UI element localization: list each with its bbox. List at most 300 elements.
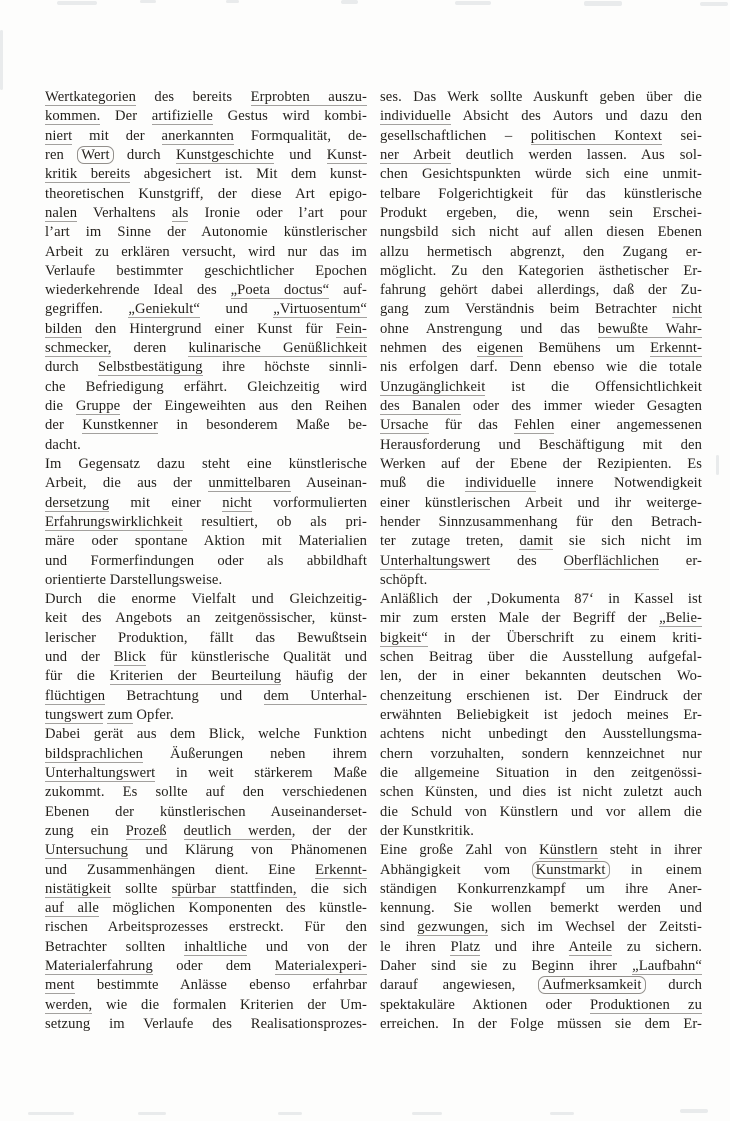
text-segment: und Klärung von Phänomenen (128, 842, 367, 859)
text-segment: durch (643, 977, 703, 994)
text-segment: bestimmte Anlässe ebenso erfahrbar (74, 977, 367, 994)
text-line (380, 803, 702, 822)
text-line (45, 609, 367, 628)
text-line (45, 300, 367, 319)
text-segment: l’art im Sinne der Autonomie künstlerischer (45, 224, 367, 241)
text-line (380, 204, 702, 223)
text-segment: erwähnten Beliebigkeit ist jedoch meines Er- (380, 707, 702, 723)
pencil-underlined-word: bilden (45, 320, 83, 337)
scan-edge-smudge (0, 30, 3, 90)
text-segment: vorformulierten (251, 494, 367, 511)
text-line (380, 339, 702, 358)
pencil-underlined-word: Unterhaltungswert (380, 552, 491, 569)
text-segment: darauf angewiesen, (380, 977, 541, 994)
text-segment: Der (100, 108, 152, 125)
scan-edge-smudge (716, 455, 719, 475)
text-segment: kennung. Sie wollen bemerkt werden und (380, 900, 702, 917)
text-line (45, 803, 367, 822)
text-segment: nis erfolgen darf. Denn ebenso wie die totale (380, 359, 702, 376)
pencil-boxed-word: Aufmerksamkeit (538, 976, 645, 994)
text-segment: theoretischen Kunstgriff, der diese Art epigo- (45, 185, 367, 202)
text-line (45, 185, 367, 204)
pencil-underlined-word: „Poeta doctus“ (230, 282, 330, 299)
text-line (45, 552, 367, 571)
text-segment: möglicht. Zu den Kategorien ästhetischer Er- (380, 262, 702, 279)
text-segment: Abhängigkeit vom (380, 861, 534, 878)
text-segment: der (45, 417, 83, 434)
text-line (380, 706, 702, 725)
pencil-underlined-word: Produktionen zu (590, 996, 702, 1013)
text-segment: oder des immer wieder Gesagten (460, 398, 702, 414)
text-segment: dacht. (45, 436, 81, 453)
pencil-underlined-word: kritik bereits (45, 166, 131, 183)
text-line (45, 648, 367, 667)
pencil-underlined-word: individuelle (380, 108, 451, 125)
text-line (45, 725, 367, 744)
text-line (45, 918, 367, 937)
text-segment: ständigen Konkurrenzkampf um ihre Aner- (380, 880, 702, 897)
text-segment: Produkt ergeben, die, wenn sein Erschei- (380, 204, 702, 221)
text-column-right (380, 88, 702, 1034)
text-line (45, 745, 367, 764)
pencil-underlined-word: Fein- (335, 320, 367, 337)
pencil-underlined-word: Blick (113, 649, 146, 666)
text-segment: telbare Folgerichtigkeit für das künstlerische (380, 185, 702, 202)
text-segment: , der der (291, 822, 367, 839)
pencil-underlined-word: Unzugänglichkeit (380, 378, 486, 395)
pencil-underlined-word: Unterhaltungswert (45, 764, 156, 781)
text-segment: zukommt. Es sollte auf den verschiedenen (45, 784, 367, 801)
scan-edge-smudge (140, 0, 156, 3)
text-segment: orientierte Darstellungsweise. (45, 571, 223, 588)
pencil-underlined-word: Prozeß (125, 822, 167, 839)
pencil-underlined-word: kommen. (45, 108, 101, 125)
text-segment: Durch die enorme Vielfalt und Gleichzeitig- (45, 591, 367, 608)
text-segment: Opfer. (132, 707, 174, 723)
text-segment: Gestus wird kombi- (212, 108, 367, 125)
text-segment: die allgemeine Situation in den zeitgenössi- (380, 764, 702, 781)
pencil-underlined-word: kulinarische Genüßlichkeit (188, 340, 368, 357)
text-segment: märe oder spontane Aktion mit Materialien (45, 533, 367, 550)
pencil-underlined-word: Untersuchung (45, 842, 129, 859)
text-line (45, 938, 367, 957)
text-segment: abgesichert ist. Mit dem kunst- (130, 166, 367, 183)
text-segment: er- (659, 552, 702, 569)
pencil-underlined-word: werden, (45, 996, 93, 1013)
text-segment: rischen Arbeitsprozesses erstreckt. Für den (45, 919, 367, 936)
text-line (380, 552, 702, 571)
text-line (380, 146, 702, 165)
text-line (380, 899, 702, 918)
text-line (45, 706, 367, 725)
text-segment: Verhaltens (77, 204, 172, 221)
text-line (380, 378, 702, 397)
text-line (380, 223, 702, 242)
pencil-underlined-word: individuelle (465, 475, 537, 492)
text-segment: allzu hermetisch abgrenzt, den Zugang er- (380, 243, 702, 260)
pencil-underlined-word: anerkannten (161, 127, 234, 144)
text-segment: und (200, 301, 274, 318)
text-line (45, 416, 367, 435)
text-segment: ter zutage treten, (380, 533, 520, 550)
scan-edge-smudge (28, 1112, 74, 1115)
text-segment: gang zum Verständnis beim Betrachter (380, 301, 673, 318)
text-segment: die sich (296, 880, 367, 897)
text-segment: chenzeitung erschienen ist. Der Eindruck der (380, 687, 702, 704)
text-segment: für die (45, 668, 110, 685)
text-segment: ihre höchste sinnli- (202, 359, 367, 376)
text-segment: nungsbild sich nicht auf allen diesen Ebenen (380, 224, 702, 241)
text-segment: achtens nicht unbedingt den Ausstellungsma- (380, 726, 702, 743)
text-segment: zu sichern. (612, 938, 703, 955)
text-line (45, 996, 367, 1015)
text-line (45, 436, 367, 455)
pencil-underlined-word: flüchtigen (45, 687, 106, 704)
text-segment: hender Sinnzusammenhang für den Betrach- (380, 513, 702, 530)
text-segment: fahrung gehört dabei allerdings, daß der Zu- (380, 282, 702, 299)
pencil-underlined-word: damit (519, 533, 554, 550)
text-line (380, 841, 702, 860)
text-line (45, 976, 367, 995)
pencil-underlined-word: Kriterien der Beurteilung (109, 668, 282, 685)
pencil-underlined-word: nalen (45, 204, 78, 221)
text-segment: Absicht des Autors und dazu den (450, 108, 702, 125)
pencil-underlined-word: bewußte Wahr- (597, 320, 702, 337)
scan-edge-smudge (700, 2, 728, 6)
text-segment: Ironie oder l’art pour (188, 204, 367, 221)
text-segment: durch (111, 146, 176, 163)
text-segment: Werken auf der Ebene der Rezipienten. Es (380, 455, 702, 472)
pencil-underlined-word: zum (107, 707, 133, 723)
pencil-underlined-word: Fehlen (514, 417, 555, 434)
text-line (45, 88, 367, 107)
text-line (45, 494, 367, 513)
text-segment: steht in ihrer (597, 842, 702, 859)
text-segment: sollte (111, 880, 172, 897)
text-segment: erreichen. In der Folge müssen sie dem Er- (380, 1016, 702, 1032)
text-segment: wiederkehrende Ideal des (45, 282, 231, 299)
text-line (380, 185, 702, 204)
text-segment: Äußerungen neben ihrem (143, 745, 367, 762)
text-segment: ren (45, 146, 80, 163)
scan-edge-smudge (57, 1, 97, 5)
text-line (380, 513, 702, 532)
text-segment: Dabei gerät aus dem Blick, welche Funktion (45, 726, 367, 743)
text-segment: des bereits (136, 89, 251, 105)
text-line (45, 667, 367, 686)
pencil-underlined-word: nicht (222, 494, 252, 511)
pencil-underlined-word: Materialerfahrung (45, 958, 153, 975)
pencil-underlined-word: inhaltliche (184, 938, 247, 955)
text-segment: chern vorzuhalten, sondern kennzeichnet nur (380, 745, 702, 762)
text-segment: häufig der (281, 668, 367, 685)
text-line (380, 281, 702, 300)
text-line (45, 243, 367, 262)
text-segment: Bemühens um (523, 340, 651, 357)
pencil-underlined-word: Ursache (380, 417, 429, 434)
text-segment: Herausforderung und Beschäftigung mit den (380, 436, 702, 453)
text-segment: Ebenen der künstlerischen Auseinanderset- (45, 803, 367, 820)
text-segment: Anläßlich der ‚Dokumenta 87‘ in Kassel ist (380, 591, 702, 608)
text-segment: chen Gesichtspunkten würde sich eine unmit- (380, 166, 702, 183)
text-segment: mit einer (109, 494, 223, 511)
pencil-underlined-word: Materialexperi- (274, 958, 367, 975)
pencil-underlined-word: eigenen (477, 340, 524, 357)
text-line (45, 397, 367, 416)
pencil-underlined-word: Kunstgeschichte (175, 146, 274, 163)
text-line (45, 358, 367, 377)
text-segment: mir zum ersten Male der Begriff der (380, 610, 660, 627)
text-segment: keit des Angebots an zeitgenössischer, künst- (45, 610, 367, 627)
pencil-underlined-word: Wertkategorien (45, 89, 136, 105)
pencil-underlined-word: deutlich werden (183, 822, 292, 839)
pencil-underlined-word: „Belie- (659, 610, 702, 627)
pencil-underlined-word: dersetzung (45, 494, 110, 511)
text-line (45, 957, 367, 976)
text-line (380, 107, 702, 126)
text-line (380, 667, 702, 686)
pencil-underlined-word: ner Arbeit (380, 146, 451, 163)
text-line (45, 127, 367, 146)
pencil-underlined-word: unmittelbaren (208, 475, 291, 492)
text-segment: gegriffen. (45, 301, 129, 318)
text-segment: ist die Offensichtlichkeit (485, 378, 702, 395)
text-segment: die (45, 398, 76, 414)
text-segment: Arbeit zu erklären versucht, wird nur das im (45, 243, 367, 260)
text-segment: Verlaufe bestimmter geschichtlicher Epochen (45, 262, 367, 279)
text-segment: Daher sind sie zu Beginn ihrer (380, 958, 633, 975)
pencil-underlined-word: nistätigkeit (45, 880, 112, 897)
text-line (380, 996, 702, 1015)
text-line (380, 764, 702, 783)
text-line (45, 687, 367, 706)
text-segment: auf- (329, 282, 367, 299)
text-line (380, 436, 702, 455)
text-line (380, 629, 702, 648)
pencil-underlined-word: Erfahrungswirklichkeit (45, 513, 183, 530)
text-line (45, 455, 367, 474)
pencil-underlined-word: „Geniekult“ (128, 301, 200, 318)
pencil-underlined-word: Erkennt- (315, 861, 367, 878)
text-segment: Betrachter sollten (45, 938, 185, 955)
text-segment: durch (45, 359, 99, 376)
text-line (380, 938, 702, 957)
text-segment: wie die formalen Kriterien der Um- (92, 996, 367, 1013)
text-line (45, 629, 367, 648)
text-line (380, 745, 702, 764)
pencil-underlined-word: politischen Kontext (530, 127, 663, 144)
text-segment: der Eingeweihten aus den Reihen (120, 398, 367, 414)
text-line (380, 822, 702, 841)
pencil-underlined-word: spürbar stattfinden, (171, 880, 297, 897)
text-segment: nehmen des (380, 340, 478, 357)
text-segment: zung ein (45, 822, 126, 839)
text-line (380, 609, 702, 628)
pencil-underlined-word: Gruppe (75, 398, 121, 414)
pencil-underlined-word: des Banalen (380, 398, 461, 414)
text-segment (167, 823, 184, 839)
text-line (380, 474, 702, 493)
text-segment: und der (45, 649, 114, 666)
pencil-underlined-word: niert (45, 127, 73, 144)
text-line (380, 687, 702, 706)
text-line (380, 358, 702, 377)
text-segment: sind (380, 919, 418, 936)
scan-edge-smudge (584, 1, 622, 6)
pencil-underlined-word: ment (45, 977, 75, 994)
text-segment: und ihre (480, 938, 569, 955)
text-segment: muß die (380, 475, 466, 492)
pencil-underlined-word: bigkeit“ (380, 629, 428, 646)
text-line (380, 571, 702, 590)
text-line (45, 880, 367, 899)
pencil-underlined-word: gezwungen, (417, 919, 489, 936)
page-text (45, 88, 702, 1034)
text-segment: le ihren (380, 938, 451, 955)
text-line (45, 146, 367, 165)
text-segment: ses. Das Werk sollte Auskunft geben über die (380, 89, 702, 105)
text-line (45, 783, 367, 802)
text-segment: ohne Anstrengung und das (380, 320, 598, 337)
text-segment: Im Gegensatz dazu steht eine künstlerische (45, 455, 367, 472)
text-line (380, 648, 702, 667)
text-line (45, 899, 367, 918)
text-segment: und Formerfindungen oder als abbildhaft (45, 552, 367, 569)
text-line (380, 725, 702, 744)
text-segment: für künstlerische Qualität und (145, 649, 367, 666)
text-segment: einer angemessenen (554, 417, 702, 434)
text-segment: resultiert, ob als pri- (182, 513, 367, 530)
text-segment: einer künstlerischen Arbeit und ihr weiterge- (380, 494, 702, 511)
pencil-boxed-word: Kunstmarkt (532, 861, 610, 879)
text-line (380, 880, 702, 899)
text-line (380, 590, 702, 609)
text-segment: des (490, 552, 564, 569)
pencil-underlined-word: Platz (450, 938, 481, 955)
scan-edge-smudge (412, 1112, 442, 1115)
text-segment: setzung im Verlaufe des Realisationsprozes- (45, 1016, 367, 1032)
scan-edge-smudge (550, 1112, 574, 1115)
text-segment: in weit stärkerem Maße (155, 764, 367, 781)
pencil-underlined-word: Anteile (568, 938, 613, 955)
pencil-underlined-word: Erkennt- (650, 340, 702, 357)
text-line (380, 262, 702, 281)
text-segment: den Hintergrund einer Kunst für (82, 320, 336, 337)
text-line (45, 223, 367, 242)
text-segment: sich im Wechsel der Zeitsti- (488, 919, 702, 936)
pencil-underlined-word: Künstlern (539, 842, 598, 859)
text-line (380, 320, 702, 339)
text-line (45, 1015, 367, 1034)
text-segment: che Befriedigung erfährt. Gleichzeitig wird (45, 378, 367, 395)
text-line (380, 861, 702, 880)
pencil-underlined-word: auf alle (45, 900, 99, 917)
pencil-underlined-word: dem Unterhal- (263, 687, 367, 704)
text-line (380, 300, 702, 319)
text-segment: in der Überschrift zu einem kriti- (427, 629, 702, 646)
scan-edge-smudge (278, 1112, 302, 1115)
text-line (45, 841, 367, 860)
text-line (380, 918, 702, 937)
pencil-underlined-word: Selbstbestätigung (98, 359, 203, 376)
text-line (45, 204, 367, 223)
text-segment: Arbeit, die aus der (45, 475, 209, 492)
text-line (380, 532, 702, 551)
text-line (45, 764, 367, 783)
text-segment: spektakuläre Aktionen oder (380, 996, 591, 1013)
text-line (380, 88, 702, 107)
text-line (380, 957, 702, 976)
pencil-underlined-word: nicht (672, 301, 702, 318)
pencil-underlined-word: „Laufbahn“ (632, 958, 702, 975)
pencil-underlined-word: schmecker, (45, 340, 112, 357)
text-line (45, 513, 367, 532)
text-segment: sei- (662, 127, 702, 144)
text-line (45, 590, 367, 609)
text-segment: lerischer Produktion, fällt das Bewußtsein (45, 629, 367, 646)
text-line (380, 397, 702, 416)
text-line (380, 783, 702, 802)
text-segment: schöpft. (380, 571, 428, 588)
text-segment: len, der in einer bekannten deutschen Wo- (380, 668, 702, 685)
text-segment: in besonderem Maße be- (157, 417, 368, 434)
text-line (45, 532, 367, 551)
scan-edge-smudge (226, 0, 239, 3)
text-segment: Eine große Zahl von (380, 842, 540, 859)
text-line (45, 571, 367, 590)
pencil-underlined-word: tungswert (45, 707, 104, 723)
text-segment: oder dem (152, 958, 275, 975)
scan-edge-smudge (680, 1109, 708, 1113)
text-segment: in einem (607, 861, 702, 878)
text-line (45, 165, 367, 184)
text-line (380, 1015, 702, 1034)
text-line (45, 822, 367, 841)
text-line (45, 320, 367, 339)
pencil-underlined-word: bildsprachlichen (45, 745, 144, 762)
pencil-underlined-word: als (171, 204, 189, 221)
text-segment: schen Künsten, und dies ist nicht zuletzt auch (380, 784, 702, 801)
text-segment: innere Notwendigkeit (536, 475, 702, 492)
text-segment: für das (428, 417, 515, 434)
text-segment: die Schuld von Künstlern und vor allem die (380, 803, 702, 820)
pencil-underlined-word: Oberflächlichen (563, 552, 660, 569)
text-segment: Betrachtung und (105, 687, 264, 704)
scan-edge-smudge (341, 0, 358, 4)
text-segment: deren (111, 340, 189, 357)
text-line (380, 243, 702, 262)
text-line (380, 976, 702, 995)
text-segment: möglichen Komponenten des künstle- (98, 900, 367, 917)
pencil-underlined-word: Kunst- (326, 146, 368, 163)
text-segment: schen Beitrag über die Ausstellung aufgefal- (380, 649, 702, 666)
pencil-underlined-word: artifizielle (151, 108, 213, 125)
text-line (45, 861, 367, 880)
text-line (45, 262, 367, 281)
scan-edge-smudge (138, 1112, 166, 1115)
text-segment: Auseinan- (290, 475, 367, 492)
text-segment: und (273, 146, 327, 163)
text-line (45, 281, 367, 300)
text-line (380, 455, 702, 474)
pencil-underlined-word: „Virtuosentum“ (273, 301, 367, 318)
text-column-left (45, 88, 367, 1034)
text-segment: mit der (72, 127, 162, 144)
pencil-underlined-word: Kunstkenner (82, 417, 158, 434)
text-segment: Formqualität, de- (233, 127, 367, 144)
text-segment: sie sich nicht im (553, 533, 702, 550)
pencil-boxed-word: Wert (77, 146, 113, 164)
